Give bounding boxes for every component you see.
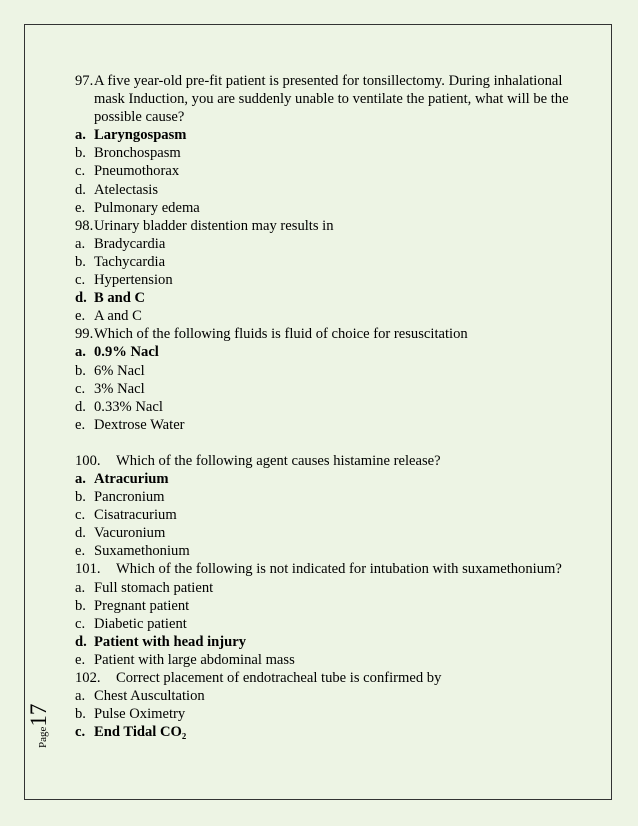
question-stem xyxy=(75,325,585,343)
answer-option xyxy=(75,488,585,506)
option-text: Pulmonary edema xyxy=(94,199,200,216)
option-text: Laryngospasm xyxy=(94,127,187,144)
option-letter: b. xyxy=(75,362,86,379)
spacer xyxy=(75,434,585,452)
option-text: Pneumothorax xyxy=(94,163,180,180)
option-letter: e. xyxy=(75,543,86,560)
question-stem xyxy=(75,669,585,687)
question-text: A five year-old pre-fit patient is presented for tonsillectomy. During inhalational mask Induction, you are suddenly unable to ventilate the patient, what will be the possible cause? xyxy=(94,73,569,126)
option-letter: c. xyxy=(75,724,86,741)
page-number-value: 17 xyxy=(26,703,51,727)
option-text: Patient with large abdominal mass xyxy=(94,651,295,668)
option-text: End Tidal CO₂ xyxy=(94,724,187,741)
option-text: Tachycardia xyxy=(94,253,166,270)
option-letter: d. xyxy=(75,633,87,650)
answer-option xyxy=(75,362,585,380)
question-number: 98. xyxy=(75,217,94,234)
option-text: 3% Nacl xyxy=(94,380,145,397)
option-text: Atelectasis xyxy=(94,181,159,198)
option-letter: a. xyxy=(75,235,86,252)
option-text: Patient with head injury xyxy=(94,633,247,650)
question-stem xyxy=(75,560,585,578)
question-stem xyxy=(75,72,585,126)
question-number: 99. xyxy=(75,326,94,343)
answer-option xyxy=(75,615,585,633)
answer-option-correct xyxy=(75,470,585,488)
option-text: Chest Auscultation xyxy=(94,688,205,705)
question-number: 97. xyxy=(75,73,94,89)
answer-option xyxy=(75,181,585,199)
option-letter: c. xyxy=(75,507,86,524)
option-text: Cisatracurium xyxy=(94,507,177,524)
option-letter: d. xyxy=(75,290,87,307)
option-letter: c. xyxy=(75,380,86,397)
question-stem xyxy=(75,217,585,235)
answer-option-correct xyxy=(75,289,585,307)
question-text: Correct placement of endotracheal tube is confirmed by xyxy=(116,670,442,686)
question-list xyxy=(75,72,585,741)
option-letter: a. xyxy=(75,470,86,487)
option-letter: c. xyxy=(75,615,86,632)
answer-option xyxy=(75,542,585,560)
option-letter: b. xyxy=(75,597,86,614)
question-text: Which of the following agent causes histamine release? xyxy=(116,452,441,469)
option-text: 0.9% Nacl xyxy=(94,344,159,361)
option-text: Full stomach patient xyxy=(94,579,214,596)
answer-option xyxy=(75,524,585,542)
answer-option xyxy=(75,235,585,253)
option-text: Pregnant patient xyxy=(94,597,190,614)
answer-option xyxy=(75,597,585,615)
option-letter: d. xyxy=(75,525,86,542)
option-letter: d. xyxy=(75,398,86,415)
option-text: 6% Nacl xyxy=(94,362,145,379)
option-text: Vacuronium xyxy=(94,525,166,542)
question-stem xyxy=(75,452,585,470)
option-text: Pulse Oximetry xyxy=(94,706,186,723)
option-text: Bradycardia xyxy=(94,235,166,252)
question-text: Urinary bladder distention may results in xyxy=(94,217,334,234)
option-text: Pancronium xyxy=(94,489,165,506)
option-letter: b. xyxy=(75,145,86,162)
option-text: A and C xyxy=(94,308,142,325)
answer-option xyxy=(75,651,585,669)
question-number: 100. xyxy=(75,452,101,469)
option-text: B and C xyxy=(94,290,146,307)
option-letter: e. xyxy=(75,308,86,325)
answer-option xyxy=(75,144,585,162)
option-letter: c. xyxy=(75,272,86,289)
page-number xyxy=(26,704,52,748)
answer-option-correct xyxy=(75,343,585,361)
option-letter: a. xyxy=(75,127,86,144)
option-letter: e. xyxy=(75,199,86,216)
answer-option xyxy=(75,253,585,271)
answer-option-correct xyxy=(75,126,585,144)
option-letter: e. xyxy=(75,416,86,433)
answer-option xyxy=(75,579,585,597)
option-text: Bronchospasm xyxy=(94,145,181,162)
option-letter: a. xyxy=(75,344,86,361)
answer-option-correct xyxy=(75,633,585,651)
answer-option xyxy=(75,307,585,325)
question-text: Which of the following fluids is fluid of choice for resuscitation xyxy=(94,326,468,343)
answer-option xyxy=(75,398,585,416)
option-text: 0.33% Nacl xyxy=(94,398,163,415)
answer-option xyxy=(75,705,585,723)
option-letter: d. xyxy=(75,181,86,198)
answer-option xyxy=(75,687,585,705)
answer-option xyxy=(75,199,585,217)
option-letter: b. xyxy=(75,706,86,723)
option-letter: e. xyxy=(75,651,86,668)
option-text: Hypertension xyxy=(94,272,173,289)
answer-option xyxy=(75,162,585,180)
question-text: Which of the following is not indicated for intubation with suxamethonium? xyxy=(116,561,562,578)
answer-option-correct xyxy=(75,723,585,741)
option-text: Dextrose Water xyxy=(94,416,185,433)
question-number: 101. xyxy=(75,561,101,578)
option-text: Diabetic patient xyxy=(94,615,187,632)
option-letter: c. xyxy=(75,163,86,180)
answer-option xyxy=(75,380,585,398)
answer-option xyxy=(75,506,585,524)
option-text: Atracurium xyxy=(94,470,169,487)
option-text: Suxamethonium xyxy=(94,543,190,560)
answer-option xyxy=(75,271,585,289)
option-letter: a. xyxy=(75,579,86,596)
option-letter: b. xyxy=(75,253,86,270)
page-label: Page xyxy=(37,726,49,748)
option-letter: a. xyxy=(75,688,86,705)
option-letter: b. xyxy=(75,489,86,506)
answer-option xyxy=(75,416,585,434)
question-number: 102. xyxy=(75,670,101,686)
